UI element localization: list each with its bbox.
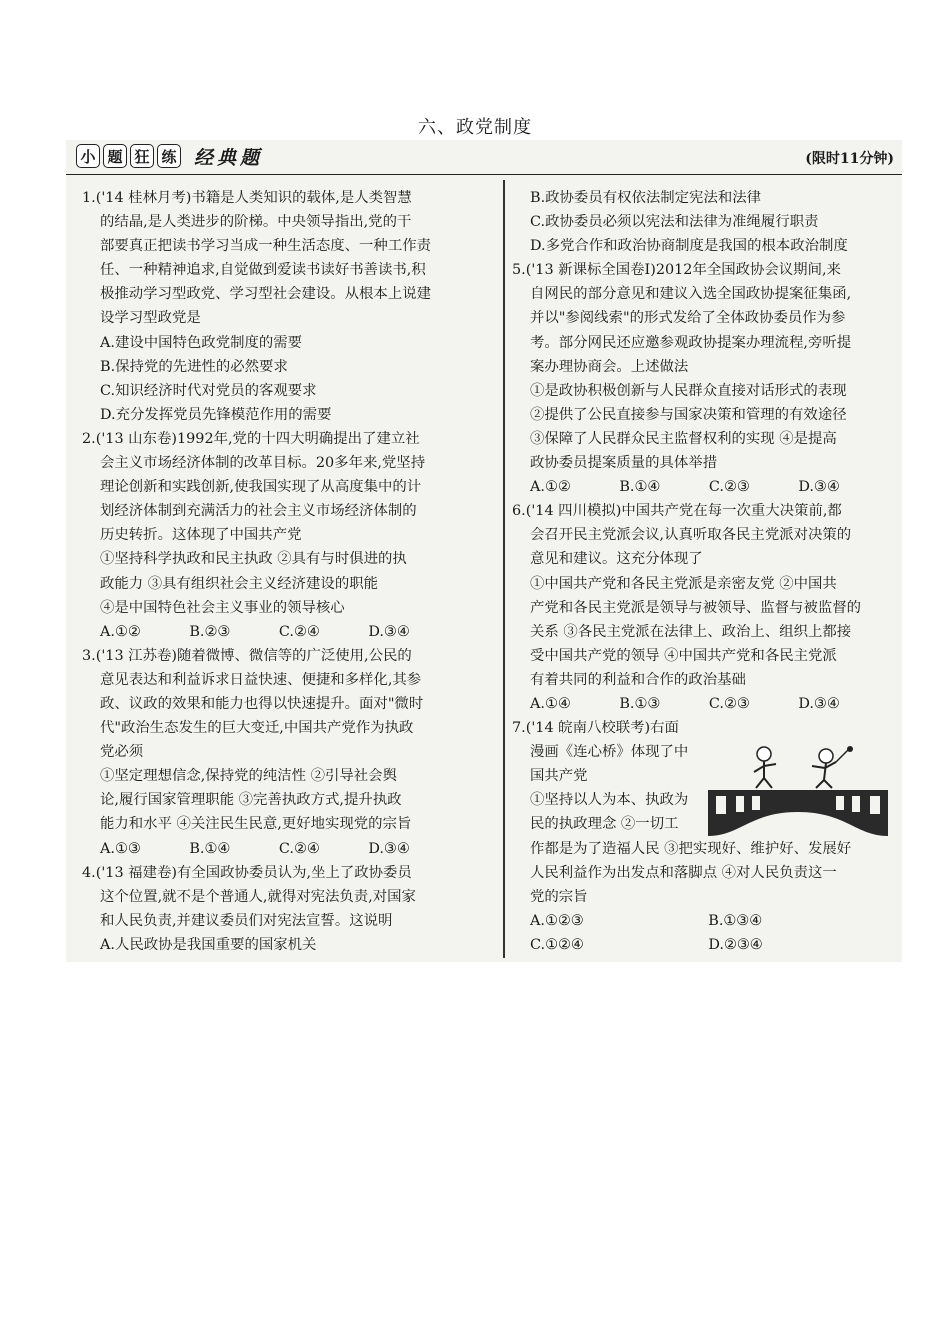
answer-options: C.①②④ D.②③④ [530,936,763,953]
answer-options: A.①② B.①④ C.②③ D.③④ [530,479,840,496]
cartoon-bridge-icon [706,740,890,846]
question-line: 这个位置,就不是个普通人,就得对宪法负责,对国家 [100,888,416,905]
question-line: 2.('13 山东卷)1992年,党的十四大明确提出了建立社 [82,430,420,447]
question-line: 3.('13 江苏卷)随着微博、微信等的广泛使用,公民的 [82,647,412,664]
statement-line: 民的执政理念 ②一切工 [530,816,679,833]
page-title: 六、政党制度 [418,117,532,138]
question-line: 代"政治生态发生的巨大变迁,中国共产党作为执政 [100,720,414,737]
question-line: 漫画《连心桥》体现了中 [530,744,689,761]
section-header [66,140,902,175]
question-line: 1.('14 桂林月考)书籍是人类知识的载体,是人类智慧 [82,190,412,206]
statement-line: ①中国共产党和各民主党派是亲密友党 ②中国共 [530,575,837,592]
statement-line: 人民利益作为出发点和落脚点 ④对人民负责这一 [530,864,837,881]
question-line: 自网民的部分意见和建议入选全国政协提案征集函, [530,286,852,303]
question-line: 会召开民主党派会议,认真听取各民主党派对决策的 [530,527,852,544]
statement-line: 论,履行国家管理职能 ③完善执政方式,提升执政 [100,792,402,809]
question-line: 并以"参阅线索"的形式发给了全体政协委员作为参 [530,310,846,327]
question-line: 划经济体制到充满活力的社会主义市场经济体制的 [100,503,417,520]
statement-line: ①是政协积极创新与人民群众直接对话形式的表现 [530,382,847,399]
statement-line: 政能力 ③具有组织社会主义经济建设的职能 [100,575,378,592]
answer-options: A.①④ B.①③ C.②③ D.③④ [530,695,840,712]
column-divider [503,180,505,958]
answer-option: D.多党合作和政治协商制度是我国的根本政治制度 [530,238,848,255]
statement-line: ①坚持以人为本、执政为 [530,792,689,809]
answer-options: A.①③ B.①④ C.②④ D.③④ [100,840,410,857]
question-line: 的结晶,是人类进步的阶梯。中央领导指出,党的干 [100,214,412,231]
question-line: 政、议政的效果和能力也得以快速提升。面对"微时 [100,695,424,712]
question-line: 国共产党 [530,768,588,785]
question-line: 极推动学习型政党、学习型社会建设。从根本上说建 [100,286,431,303]
question-line: 会主义市场经济体制的改革目标。20多年来,党坚持 [100,455,426,472]
question-line: 案办理协商会。上述做法 [530,358,689,375]
statement-line: 关系 ③各民主党派在法律上、政治上、组织上都接 [530,623,852,640]
badge-char: 练 [157,144,181,168]
statement-line: ②提供了公民直接参与国家决策和管理的有效途径 [530,406,847,423]
question-line: 部要真正把读书学习当成一种生活态度、一种工作责 [100,238,431,255]
statement-line: ①坚定理想信念,保持党的纯洁性 ②引导社会舆 [100,768,397,785]
badge-char: 题 [103,144,127,168]
section-badge [76,143,263,169]
statement-line: 产党和各民主党派是领导与被领导、监督与被监督的 [530,599,861,616]
question-line: 历史转折。这体现了中国共产党 [100,527,302,544]
statement-line: 有着共同的利益和合作的政治基础 [530,671,746,688]
badge-char: 小 [76,144,100,168]
scanned-worksheet [66,140,902,962]
answer-options: A.①②③ B.①③④ [530,912,763,929]
left-column [82,186,500,957]
answer-option: D.充分发挥党员先锋模范作用的需要 [100,406,332,423]
question-line: 意见表达和利益诉求日益快速、便捷和多样化,其参 [100,671,422,688]
statement-line: ④是中国特色社会主义事业的领导核心 [100,599,345,616]
question-line: 和人民负责,并建议委员们对宪法宣誓。这说明 [100,912,393,929]
statement-line: 能力和水平 ④关注民生民意,更好地实现党的宗旨 [100,816,412,833]
statement-line: 作都是为了造福人民 ③把实现好、维护好、发展好 [530,840,852,857]
section-label: 经典题 [194,146,264,169]
answer-option: B.政协委员有权依法制定宪法和法律 [530,190,762,206]
question-line: 任、一种精神追求,自觉做到爱读书读好书善读书,积 [100,262,426,279]
statement-line: 政协委员提案质量的具体举措 [530,455,718,472]
question-line: 考。部分网民还应邀参观政协提案办理流程,旁听提 [530,334,852,351]
question-line: 理论创新和实践创新,使我国实现了从高度集中的计 [100,479,422,496]
answer-option: C.政协委员必须以宪法和法律为准绳履行职责 [530,214,819,231]
statement-line: ③保障了人民群众民主监督权利的实现 ④是提高 [530,430,837,447]
question-line: 5.('13 新课标全国卷Ⅰ)2012年全国政协会议期间,来 [512,262,841,279]
time-limit: (限时11分钟) [805,151,894,167]
answer-option: B.保持党的先进性的必然要求 [100,358,288,375]
answer-options: A.①② B.②③ C.②④ D.③④ [100,623,410,640]
statement-line: 受中国共产党的领导 ④中国共产党和各民主党派 [530,647,837,664]
badge-char: 狂 [130,144,154,168]
answer-option: A.建设中国特色政党制度的需要 [100,334,303,351]
answer-option: A.人民政协是我国重要的国家机关 [100,936,317,953]
question-line: 设学习型政党是 [100,310,201,327]
statement-line: ①坚持科学执政和民主执政 ②具有与时俱进的执 [100,551,407,568]
question-line: 意见和建议。这充分体现了 [530,551,703,568]
question-line: 7.('14 皖南八校联考)右面 [512,720,679,737]
question-line: 党必须 [100,744,144,761]
statement-line: 党的宗旨 [530,888,588,905]
question-line: 4.('13 福建卷)有全国政协委员认为,坐上了政协委员 [82,864,412,881]
answer-option: C.知识经济时代对党员的客观要求 [100,382,317,399]
question-line: 6.('14 四川模拟)中国共产党在每一次重大决策前,都 [512,503,842,520]
